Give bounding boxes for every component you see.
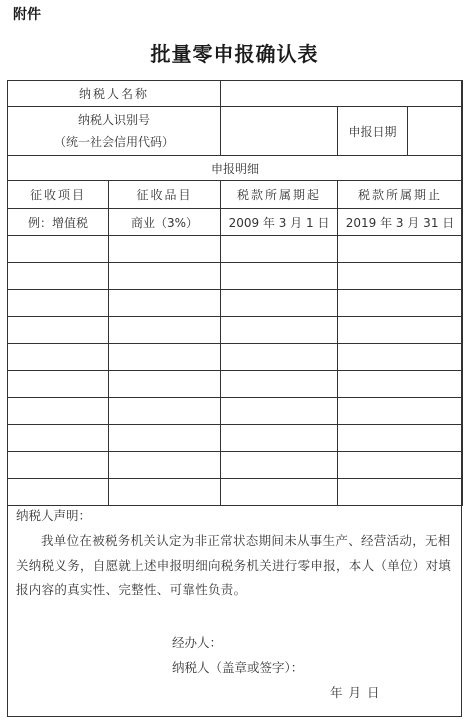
detail-cell-tax-item[interactable]	[8, 263, 109, 290]
handler-label: 经办人：	[172, 635, 223, 650]
detail-cell-tax-item[interactable]	[8, 452, 109, 479]
detail-cell-tax-category[interactable]	[109, 398, 221, 425]
detail-cell-period-end[interactable]	[338, 236, 463, 263]
detail-cell-tax-item[interactable]	[8, 425, 109, 452]
detail-cell-period-end[interactable]	[338, 263, 463, 290]
taxpayer-id-label	[8, 107, 221, 156]
confirmation-form-table	[7, 80, 463, 506]
empty-detail-row	[8, 236, 463, 263]
empty-detail-row	[8, 263, 463, 290]
detail-cell-tax-item[interactable]	[8, 290, 109, 317]
example-tax-category: 商业（3%）	[109, 209, 221, 236]
declaration-title: 纳税人声明：	[16, 508, 92, 523]
detail-cell-period-start[interactable]	[221, 425, 338, 452]
col-header-tax-category: 征收品目	[109, 181, 221, 209]
declare-date-label: 申报日期	[338, 107, 408, 155]
detail-cell-period-start[interactable]	[221, 290, 338, 317]
taxpayer-id-field[interactable]	[221, 107, 338, 156]
detail-cell-period-start[interactable]	[221, 371, 338, 398]
detail-cell-period-end[interactable]	[338, 371, 463, 398]
detail-cell-period-start[interactable]	[221, 317, 338, 344]
detail-cell-tax-item[interactable]	[8, 317, 109, 344]
detail-cell-tax-category[interactable]	[109, 344, 221, 371]
detail-cell-tax-item[interactable]	[8, 344, 109, 371]
detail-cell-period-end[interactable]	[338, 290, 463, 317]
empty-detail-row	[8, 344, 463, 371]
detail-cell-period-end[interactable]	[338, 452, 463, 479]
detail-cell-tax-item[interactable]	[8, 398, 109, 425]
empty-detail-row	[8, 371, 463, 398]
taxpayer-name-field[interactable]	[221, 81, 463, 107]
detail-cell-tax-item[interactable]	[8, 236, 109, 263]
taxpayer-declaration	[7, 495, 462, 717]
detail-cell-period-start[interactable]	[221, 344, 338, 371]
detail-cell-period-end[interactable]	[338, 344, 463, 371]
details-section-row	[8, 156, 463, 181]
taxpayer-id-row	[8, 107, 463, 156]
detail-cell-period-start[interactable]	[221, 452, 338, 479]
taxpayer-id-label-line2: （统一社会信用代码）	[54, 135, 175, 149]
taxpayer-name-label: 纳税人名称	[8, 81, 221, 107]
example-period-start: 2009 年 3 月 1 日	[221, 209, 338, 236]
empty-detail-row	[8, 398, 463, 425]
declaration-body: 我单位在被税务机关认定为非正常状态期间未从事生产、经营活动，无相关纳税义务，自愿就上述申报明细向税务机关进行零申报，本人（单位）对填报内容的真实性、完整性、可靠性负责。	[16, 533, 452, 597]
form-title: 批量零申报确认表	[150, 42, 319, 66]
declare-date-field[interactable]	[408, 107, 463, 155]
detail-cell-period-start[interactable]	[221, 263, 338, 290]
details-header-row	[8, 181, 463, 209]
detail-cell-tax-category[interactable]	[109, 317, 221, 344]
taxpayer-sign-label: 纳税人（盖章或签字）：	[172, 660, 304, 675]
col-header-tax-item: 征收项目	[8, 181, 109, 209]
detail-cell-tax-item[interactable]	[8, 371, 109, 398]
example-tax-item: 例：增值税	[8, 209, 109, 236]
details-section-title: 申报明细	[8, 156, 463, 181]
empty-rows-body	[8, 236, 463, 506]
detail-cell-tax-category[interactable]	[109, 236, 221, 263]
detail-cell-tax-category[interactable]	[109, 263, 221, 290]
example-row	[8, 209, 463, 236]
detail-cell-period-start[interactable]	[221, 236, 338, 263]
example-period-end: 2019 年 3 月 31 日	[338, 209, 463, 236]
col-header-period-start: 税款所属期起	[221, 181, 338, 209]
detail-cell-tax-category[interactable]	[109, 425, 221, 452]
attachment-label: 附件	[13, 7, 41, 23]
detail-cell-tax-category[interactable]	[109, 371, 221, 398]
detail-cell-period-end[interactable]	[338, 398, 463, 425]
detail-cell-tax-category[interactable]	[109, 290, 221, 317]
empty-detail-row	[8, 452, 463, 479]
detail-cell-tax-category[interactable]	[109, 452, 221, 479]
detail-cell-period-end[interactable]	[338, 425, 463, 452]
detail-cell-period-start[interactable]	[221, 398, 338, 425]
empty-detail-row	[8, 290, 463, 317]
empty-detail-row	[8, 317, 463, 344]
detail-cell-period-end[interactable]	[338, 317, 463, 344]
taxpayer-id-label-line1: 纳税人识别号	[78, 113, 151, 127]
declaration-date-line: 年 月 日	[330, 685, 381, 700]
empty-detail-row	[8, 425, 463, 452]
col-header-period-end: 税款所属期止	[338, 181, 463, 209]
taxpayer-name-row	[8, 81, 463, 107]
